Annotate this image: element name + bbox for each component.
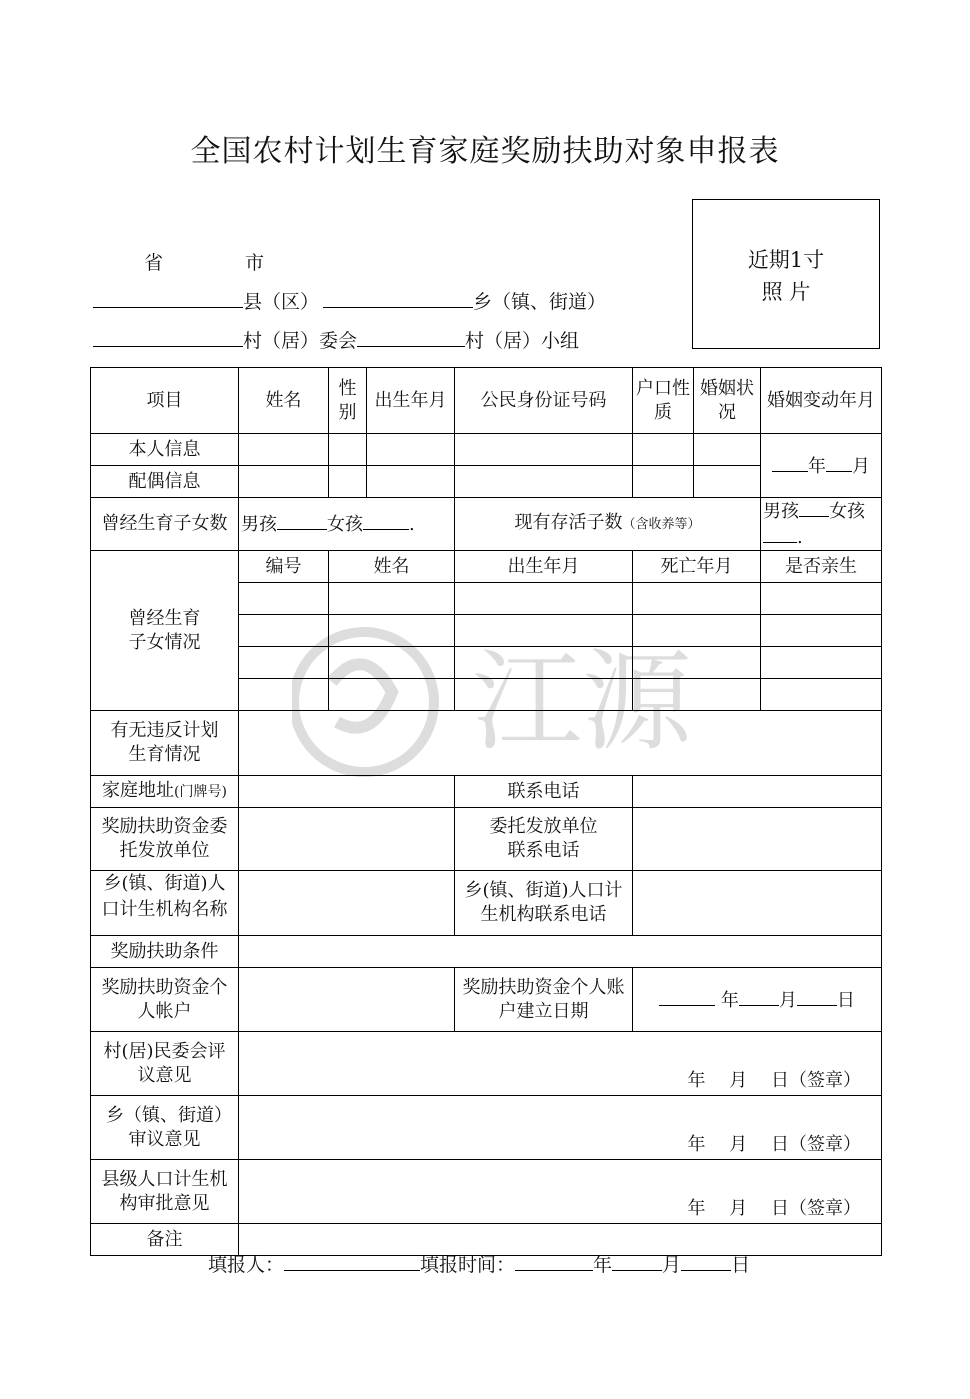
township-org-phone-label: 乡(镇、街道)人口计生机构联系电话: [455, 871, 633, 936]
child-row-cell[interactable]: [239, 615, 329, 647]
living-children-text: 现有存活子数: [514, 512, 623, 533]
village-review-label: 村(居)民委会评议意见: [91, 1032, 239, 1096]
photo-box[interactable]: [692, 199, 880, 349]
account-date-label: 奖励扶助资金个人账户建立日期: [455, 968, 633, 1032]
address-label: [91, 776, 239, 808]
filler-field[interactable]: [284, 1252, 420, 1271]
address-text: 家庭地址: [102, 780, 175, 801]
children-history-label: 曾经生育子女情况: [91, 551, 239, 711]
photo-label-2: 照 片: [761, 280, 811, 304]
self-hukou-cell[interactable]: [633, 434, 694, 466]
account-cell[interactable]: [239, 968, 455, 1032]
phone-label: 联系电话: [455, 776, 633, 808]
child-row-cell[interactable]: [329, 647, 455, 679]
col-id: 公民身份证号码: [455, 368, 633, 434]
township-org-phone-cell[interactable]: [633, 871, 882, 936]
violation-cell[interactable]: [239, 711, 882, 776]
county-field[interactable]: [93, 289, 243, 308]
city-label: 市: [245, 252, 265, 274]
col-item: 项目: [91, 368, 239, 434]
township-org-label: 乡(镇、街道)人口计生机构名称: [91, 871, 239, 936]
county-label: 县（区）: [243, 291, 320, 313]
spouse-info-label: 配偶信息: [91, 466, 239, 498]
account-date-cell[interactable]: [633, 968, 882, 1032]
conditions-cell[interactable]: [239, 936, 882, 968]
self-birth-cell[interactable]: [367, 434, 455, 466]
fill-time-label: 填报时间：: [420, 1254, 516, 1276]
child-row-cell[interactable]: [239, 583, 329, 615]
sub-no: 编号: [239, 551, 329, 583]
year-text: 年: [808, 455, 826, 477]
period-text: .: [409, 514, 415, 535]
col-marital-change: 婚姻变动年月: [761, 368, 882, 434]
address-note: (门牌号): [174, 784, 227, 800]
village-committee-label: 村（居）委会: [243, 330, 358, 352]
township-label: 乡（镇、街道）: [473, 291, 607, 313]
boy-text-2: 男孩: [763, 501, 799, 522]
children-born-cell[interactable]: [239, 498, 455, 551]
violation-label: 有无违反计划生育情况: [91, 711, 239, 776]
photo-label-1: 近期1寸: [747, 248, 825, 272]
child-row-cell[interactable]: [761, 583, 882, 615]
spouse-birth-cell[interactable]: [367, 466, 455, 498]
spouse-marital-cell[interactable]: [694, 466, 761, 498]
acct-day: 日: [836, 989, 855, 1011]
phone-cell[interactable]: [633, 776, 882, 808]
child-row-cell[interactable]: [329, 615, 455, 647]
children-born-label: 曾经生育子女数: [91, 498, 239, 551]
marital-change-cell[interactable]: [761, 434, 882, 498]
village-review-cell[interactable]: [239, 1032, 882, 1096]
child-row-cell[interactable]: [633, 679, 761, 711]
spouse-gender-cell[interactable]: [329, 466, 367, 498]
filler-label: 填报人：: [208, 1254, 285, 1276]
account-label: 奖励扶助资金个人帐户: [91, 968, 239, 1032]
township-org-cell[interactable]: [239, 871, 455, 936]
child-row-cell[interactable]: [455, 583, 633, 615]
fund-unit-label: 奖励扶助资金委托发放单位: [91, 808, 239, 871]
acct-year: 年: [720, 989, 739, 1011]
child-row-cell[interactable]: [455, 615, 633, 647]
acct-month: 月: [778, 989, 797, 1011]
child-row-cell[interactable]: [633, 583, 761, 615]
self-info-label: 本人信息: [91, 434, 239, 466]
spouse-name-cell[interactable]: [239, 466, 329, 498]
sub-name: 姓名: [329, 551, 455, 583]
self-gender-cell[interactable]: [329, 434, 367, 466]
child-row-cell[interactable]: [633, 647, 761, 679]
living-children-note: （含收养等）: [622, 517, 701, 532]
application-table: [90, 367, 882, 1256]
township-field[interactable]: [323, 289, 473, 308]
child-row-cell[interactable]: [761, 615, 882, 647]
footer-month: 月: [662, 1254, 682, 1276]
fund-unit-phone-label: 委托发放单位联系电话: [455, 808, 633, 871]
county-line: [93, 287, 606, 314]
conditions-label: 奖励扶助条件: [91, 936, 239, 968]
child-row-cell[interactable]: [761, 679, 882, 711]
child-row-cell[interactable]: [239, 647, 329, 679]
col-marital: 婚姻状况: [694, 368, 761, 434]
month-text: 月: [852, 455, 870, 477]
fund-unit-phone-cell[interactable]: [633, 808, 882, 871]
child-row-cell[interactable]: [633, 615, 761, 647]
col-birth: 出生年月: [367, 368, 455, 434]
address-cell[interactable]: [239, 776, 455, 808]
spouse-hukou-cell[interactable]: [633, 466, 694, 498]
county-review-label: 县级人口计生机构审批意见: [91, 1160, 239, 1224]
fill-month-field[interactable]: [612, 1252, 662, 1271]
self-name-cell[interactable]: [239, 434, 329, 466]
group-field[interactable]: [357, 328, 465, 347]
child-row-cell[interactable]: [329, 583, 455, 615]
spouse-id-cell[interactable]: [455, 466, 633, 498]
footer-day: 日: [731, 1254, 751, 1276]
child-row-cell[interactable]: [761, 647, 882, 679]
sub-birth: 出生年月: [455, 551, 633, 583]
boy-text: 男孩: [241, 514, 277, 535]
province-label: 省: [144, 252, 164, 274]
period-text-2: .: [797, 527, 803, 548]
page-title: 全国农村计划生育家庭奖励扶助对象申报表: [190, 134, 780, 169]
girl-text-2: 女孩: [829, 501, 865, 522]
village-sign-date: 年 月 日（签章）: [687, 1070, 861, 1091]
sub-death: 死亡年月: [633, 551, 761, 583]
village-line: [93, 326, 579, 353]
living-children-cell[interactable]: [761, 498, 882, 551]
fill-year-field[interactable]: [515, 1252, 593, 1271]
girl-text: 女孩: [327, 514, 363, 535]
self-id-cell[interactable]: [455, 434, 633, 466]
watermark-text: 江源: [472, 638, 692, 766]
col-gender: 性别: [329, 368, 367, 434]
child-row-cell[interactable]: [239, 679, 329, 711]
footer: [208, 1250, 750, 1277]
county-review-cell[interactable]: [239, 1160, 882, 1224]
township-review-cell[interactable]: [239, 1096, 882, 1160]
sub-biological: 是否亲生: [761, 551, 882, 583]
self-marital-cell[interactable]: [694, 434, 761, 466]
child-row-cell[interactable]: [455, 647, 633, 679]
village-field[interactable]: [93, 328, 243, 347]
child-row-cell[interactable]: [455, 679, 633, 711]
county-sign-date: 年 月 日（签章）: [687, 1198, 861, 1219]
child-row-cell[interactable]: [329, 679, 455, 711]
living-children-label: [455, 498, 761, 551]
township-review-label: 乡（镇、街道）审议意见: [91, 1096, 239, 1160]
village-group-label: 村（居）小组: [465, 330, 580, 352]
col-name: 姓名: [239, 368, 329, 434]
remarks-label: 备注: [91, 1224, 239, 1256]
footer-year: 年: [593, 1254, 613, 1276]
col-hukou: 户口性质: [633, 368, 694, 434]
fill-day-field[interactable]: [681, 1252, 731, 1271]
fund-unit-cell[interactable]: [239, 808, 455, 871]
township-sign-date: 年 月 日（签章）: [687, 1134, 861, 1155]
